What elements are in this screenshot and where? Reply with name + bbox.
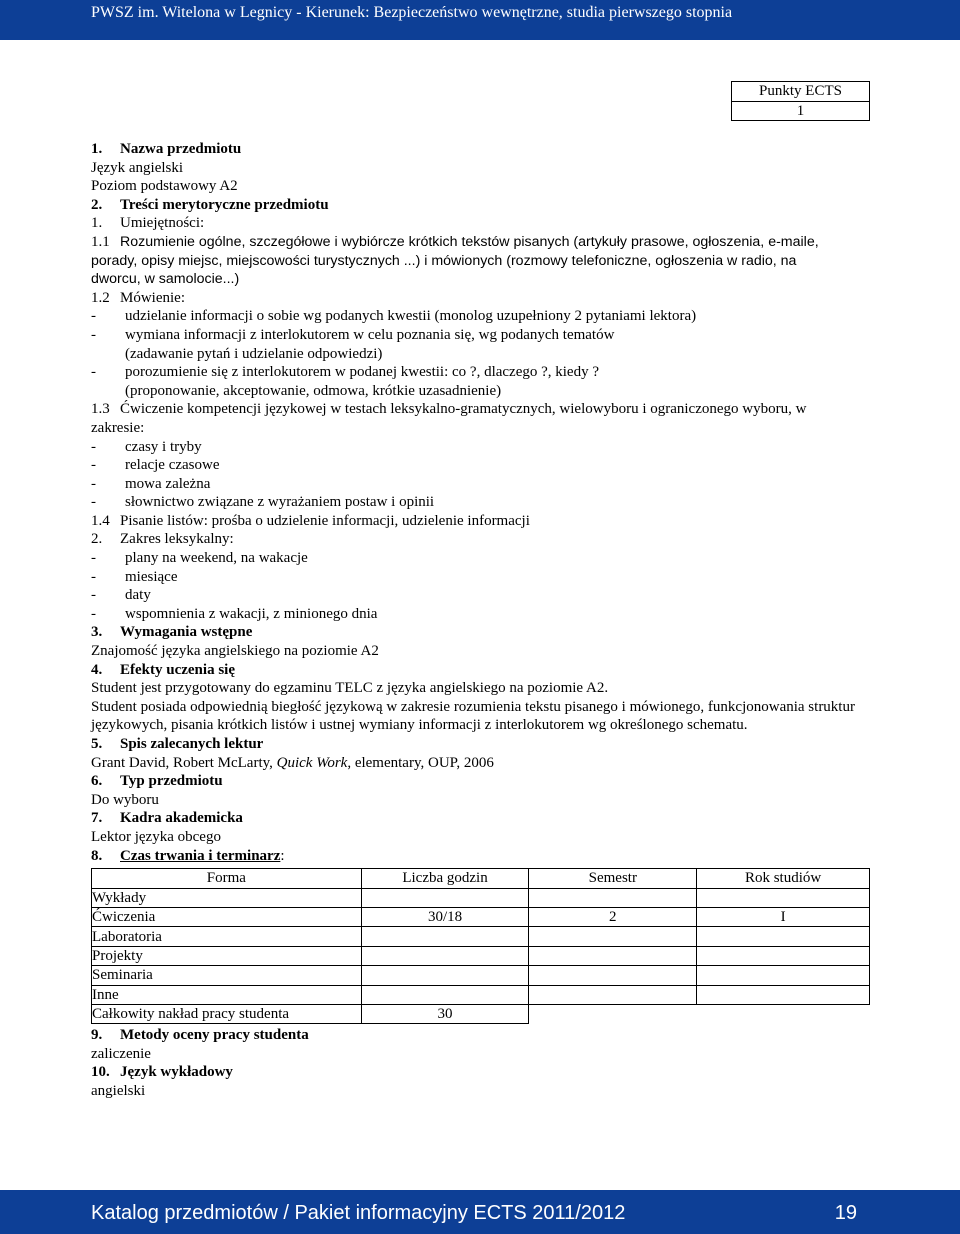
subject-level: Poziom podstawowy A2 <box>91 178 238 195</box>
reading-list-item: Grant David, Robert McLarty, Quick Work, elementary, OUP, 2006 <box>91 754 494 771</box>
section-4-heading: 4. Efekty uczenia się <box>91 661 235 678</box>
table-cell <box>361 927 529 946</box>
table-cell <box>361 946 529 965</box>
subject-name: Język angielski <box>91 159 184 176</box>
column-header: Rok studiów <box>697 869 870 888</box>
schedule-table <box>91 868 870 1024</box>
skills-heading: 1. Umiejętności: <box>91 215 205 232</box>
table-row <box>92 966 870 985</box>
table-cell <box>697 966 870 985</box>
outcomes-line-2: Student posiada odpowiednią biegłość językową w zakresie rozumienia tekstu pisanego i mówionego, funkcjonowania struktur językowych, pisania krótkich listów i ustnej wymiany informacji z interlokutorem wg określonego schematu. <box>91 698 855 734</box>
section-9-heading: 9. Metody oceny pracy studenta <box>91 1027 309 1044</box>
point-1-4: 1.4 Pisanie listów: prośba o udzielenie informacji, udzielenie informacji <box>91 512 530 529</box>
table-cell <box>361 888 529 907</box>
speaking-item: - porozumienie się z interlokutorem w podanej kwestii: co ?, dlaczego ?, kiedy ? <box>91 364 600 381</box>
outcomes-line-1: Student jest przygotowany do egzaminu TELC z języka angielskiego na poziomie A2. <box>91 680 609 697</box>
section-6-heading: 6. Typ przedmiotu <box>91 773 223 790</box>
point-1-3-line-2: zakresie: <box>91 419 145 436</box>
table-total-row <box>92 1004 870 1023</box>
lexical-item: - wspomnienia z wakacji, z minionego dnia <box>91 605 378 622</box>
table-header-row <box>92 869 870 888</box>
column-header: Semestr <box>529 869 697 888</box>
table-row <box>92 946 870 965</box>
speaking-item: - wymiana informacji z interlokutorem w celu poznania się, wg podanych tematów <box>91 326 615 343</box>
point-1-3-line-1: 1.3 Ćwiczenie kompetencji językowej w testach leksykalno-gramatycznych, wielowyboru i ograniczonego wyboru, w <box>91 401 807 418</box>
grammar-item: - relacje czasowe <box>91 457 220 474</box>
point-1-1-line-3: dworcu, w samolocie...) <box>91 271 240 288</box>
assessment-method: zaliczenie <box>91 1045 151 1062</box>
page-footer <box>0 1190 960 1234</box>
point-1-2-heading: 1.2 Mówienie: <box>91 289 185 306</box>
speaking-note: (zadawanie pytań i udzielanie odpowiedzi) <box>125 345 383 362</box>
grammar-item: - słownictwo związane z wyrażaniem postaw i opinii <box>91 494 435 511</box>
prerequisites-text: Znajomość języka angielskiego na poziomie A2 <box>91 643 379 660</box>
section-7-heading: 7. Kadra akademicka <box>91 810 243 827</box>
table-cell: Laboratoria <box>92 927 362 946</box>
page-header <box>0 0 960 40</box>
speaking-item: - udzielanie informacji o sobie wg podanych kwestii (monolog uzupełniony 2 pytaniami lektora) <box>91 308 697 325</box>
table-cell <box>697 927 870 946</box>
header-title: PWSZ im. Witelona w Legnicy - Kierunek: Bezpieczeństwo wewnętrzne, studia pierwszego stopnia <box>91 4 733 21</box>
section-10-heading: 10. Język wykładowy <box>91 1064 233 1081</box>
lexical-heading: 2. Zakres leksykalny: <box>91 531 234 548</box>
table-cell <box>697 888 870 907</box>
table-cell: Ćwiczenia <box>92 907 362 926</box>
table-row <box>92 985 870 1004</box>
section-5-heading: 5. Spis zalecanych lektur <box>91 736 264 752</box>
table-cell: Projekty <box>92 946 362 965</box>
academic-staff: Lektor języka obcego <box>91 828 221 845</box>
total-value: 30 <box>361 1004 529 1023</box>
footer-title: Katalog przedmiotów / Pakiet informacyjny ECTS 2011/2012 <box>91 1202 626 1224</box>
table-cell <box>529 966 697 985</box>
section-8-heading: 8. Czas trwania i terminarz: <box>91 847 285 864</box>
table-row <box>92 907 870 926</box>
page-number: 19 <box>834 1202 857 1224</box>
section-1-heading: 1. Nazwa przedmiotu <box>91 141 242 157</box>
section-2-heading: 2. Treści merytoryczne przedmiotu <box>91 196 329 213</box>
point-1-1-line-1: 1.1 Rozumienie ogólne, szczegółowe i wybiórcze krótkich tekstów pisanych (artykuły prasowe, ogłoszenia, e-maile, <box>91 233 819 250</box>
table-cell <box>529 927 697 946</box>
table-cell <box>529 946 697 965</box>
point-1-1-line-2: porady, opisy miejsc, miejscowości turystycznych ...) i mówionych (rozmowy telefoniczne, ogłoszenia w radio, na <box>91 252 797 269</box>
column-header: Liczba godzin <box>361 869 529 888</box>
column-header: Forma <box>92 869 362 888</box>
teaching-language: angielski <box>91 1083 146 1100</box>
table-cell <box>529 985 697 1004</box>
ects-value: 1 <box>732 101 869 120</box>
table-cell: 2 <box>529 907 697 926</box>
table-cell: 30/18 <box>361 907 529 926</box>
total-label: Całkowity nakład pracy studenta <box>92 1004 362 1023</box>
table-cell: Inne <box>92 985 362 1004</box>
table-cell <box>529 888 697 907</box>
grammar-item: - mowa zależna <box>91 475 211 492</box>
table-row <box>92 888 870 907</box>
section-3-heading: 3. Wymagania wstępne <box>91 624 253 641</box>
table-cell: I <box>697 907 870 926</box>
table-cell <box>361 985 529 1004</box>
subject-type: Do wyboru <box>91 791 159 808</box>
speaking-note: (proponowanie, akceptowanie, odmowa, krótkie uzasadnienie) <box>125 382 502 399</box>
table-cell <box>697 946 870 965</box>
table-cell <box>361 966 529 985</box>
document-body <box>91 140 871 1101</box>
table-cell: Wykłady <box>92 888 362 907</box>
lexical-item: - miesiące <box>91 568 178 585</box>
table-row <box>92 927 870 946</box>
ects-box <box>731 81 870 121</box>
grammar-item: - czasy i tryby <box>91 438 202 455</box>
table-cell: Seminaria <box>92 966 362 985</box>
table-cell <box>697 985 870 1004</box>
ects-label: Punkty ECTS <box>759 83 842 99</box>
lexical-item: - daty <box>91 587 151 604</box>
lexical-item: - plany na weekend, na wakacje <box>91 550 308 567</box>
